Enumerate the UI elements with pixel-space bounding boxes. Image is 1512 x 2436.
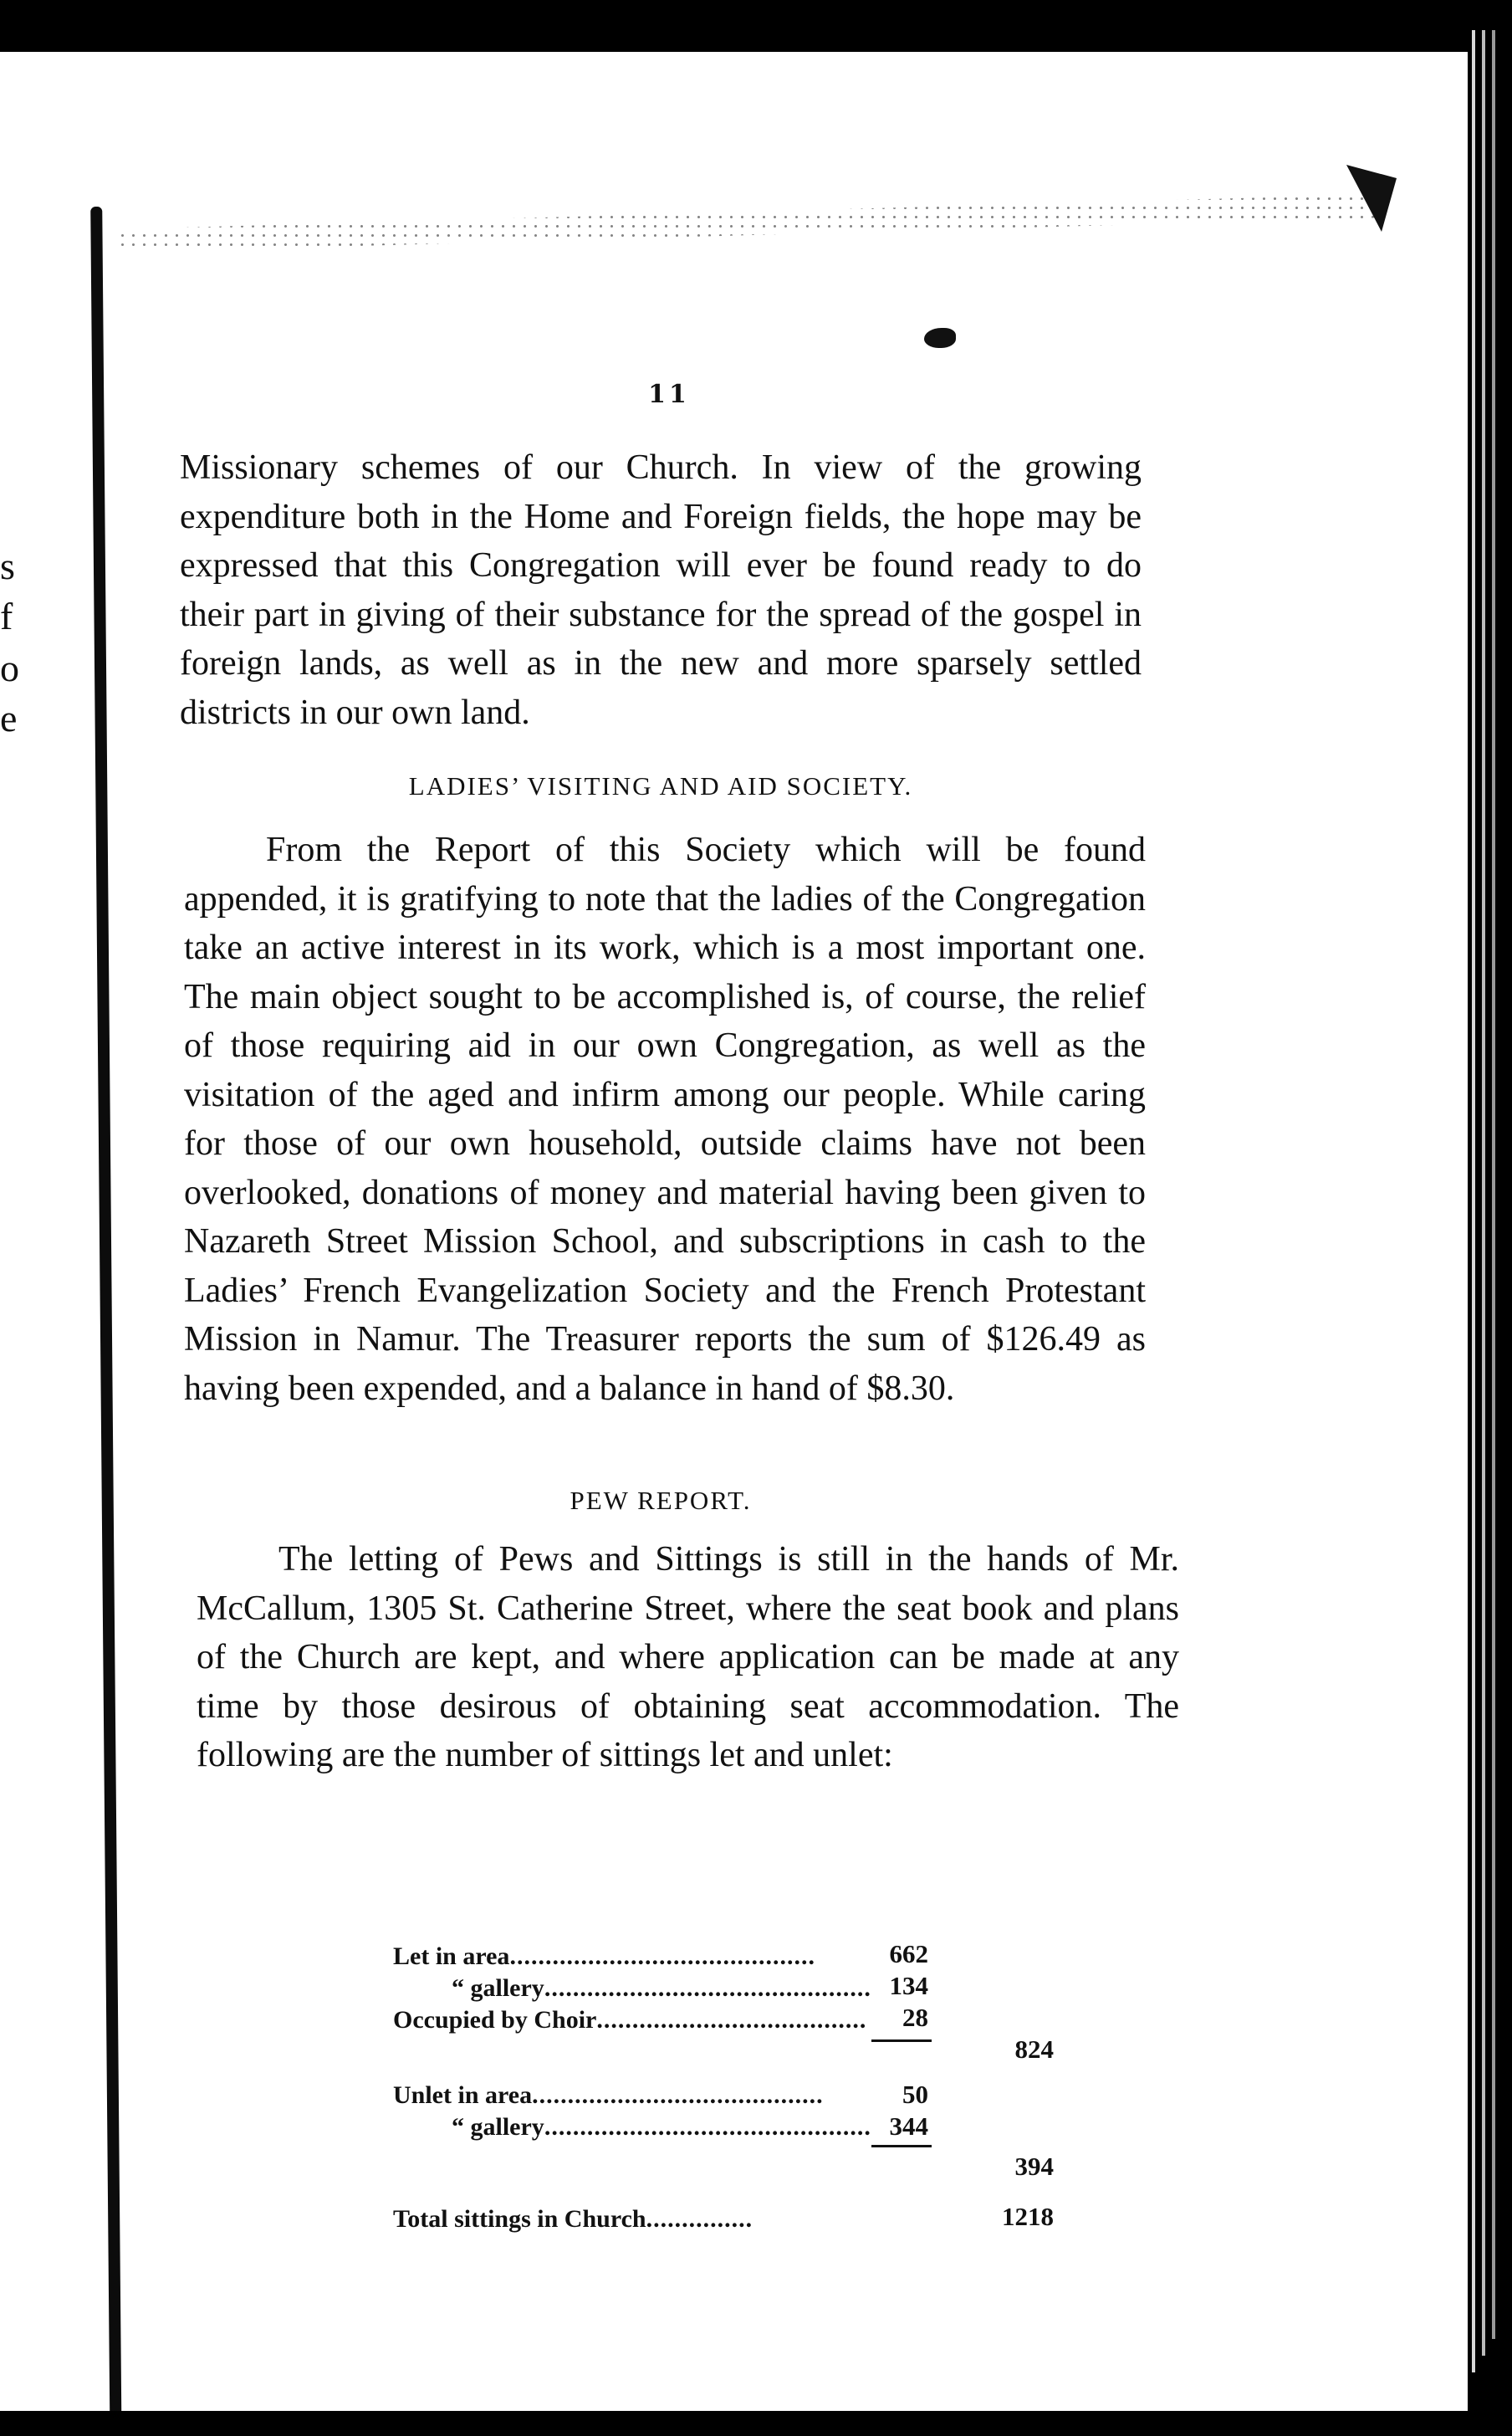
table-subtotal: 394 xyxy=(1014,2152,1054,2181)
table-value: 662 xyxy=(889,1939,928,1968)
page-edge xyxy=(1492,30,1495,2339)
book-page xyxy=(0,52,1468,2411)
ladies-society-paragraph: From the Report of this Society which will be found appended, it is gratifying to note that the ladies of the Congregation take an active interest in its work, which is a most important one. The main object sought to be accomplished is, of course, the relief of those requiring aid in our own Congregation, as well as the visitation of the aged and infirm among our people. While caring for those of our own household, outside claims have not been overlooked, donations of money and material having been given to Nazareth Street Mission School, and subscriptions in cash to the Ladies’ French Evangelization Society and the French Protestant Mission in Namur. The Treasurer reports the sum of $126.49 as having been expended, and a balance in hand of $8.30. xyxy=(184,831,1146,1408)
sum-rule xyxy=(871,2145,932,2147)
ink-blot xyxy=(924,328,956,348)
pew-report-paragraph: The letting of Pews and Sittings is still in the hands of Mr. McCallum, 1305 St. Catherine Street, where the seat book and plans of the Church are kept, and where application can be made at any time by those desirous of obtaining seat accommodation. The following are the number of sittings let and unlet: xyxy=(197,1540,1179,1774)
fragment-letter: e xyxy=(0,697,18,740)
fragment-letter: f xyxy=(0,595,13,637)
ladies-society-heading: LADIES’ VISITING AND AID SOCIETY. xyxy=(408,771,913,801)
sittings-table xyxy=(393,1936,1129,2254)
page-edge xyxy=(1472,30,1475,2372)
page-edge xyxy=(1482,30,1485,2356)
table-value: 28 xyxy=(902,2003,928,2032)
pew-report-heading: PEW REPORT. xyxy=(570,1486,752,1515)
print-speckle xyxy=(117,194,1388,253)
table-row-label: Occupied by Choir...................................... xyxy=(393,2006,867,2034)
fragment-letter: o xyxy=(0,647,19,689)
table-grand-total: 1218 xyxy=(1002,2202,1054,2231)
table-subtotal: 824 xyxy=(1014,2034,1054,2064)
table-row-label: Let in area........................................... xyxy=(393,1942,815,1970)
table-row-label: Unlet in area......................................... xyxy=(393,2081,824,2109)
table-row-label: “ gallery.............................................. xyxy=(452,1974,871,2002)
sum-rule xyxy=(871,2039,932,2042)
table-value: 344 xyxy=(889,2111,928,2141)
page-number: 11 xyxy=(648,380,690,409)
intro-paragraph: Missionary schemes of our Church. In view of the growing expenditure both in the Home and Foreign fields, the hope may be expressed that this Congregation will ever be found ready to do their part in giving of their substance for the spread of the gospel in foreign lands, as well as in the new and more sparsely settled districts in our own land. xyxy=(180,448,1142,732)
fragment-letter: s xyxy=(0,545,15,587)
table-value: 134 xyxy=(889,1971,928,2000)
table-row-label: “ gallery.............................................. xyxy=(452,2113,871,2141)
table-row-label: Total sittings in Church............... xyxy=(393,2205,753,2233)
table-value: 50 xyxy=(902,2080,928,2109)
